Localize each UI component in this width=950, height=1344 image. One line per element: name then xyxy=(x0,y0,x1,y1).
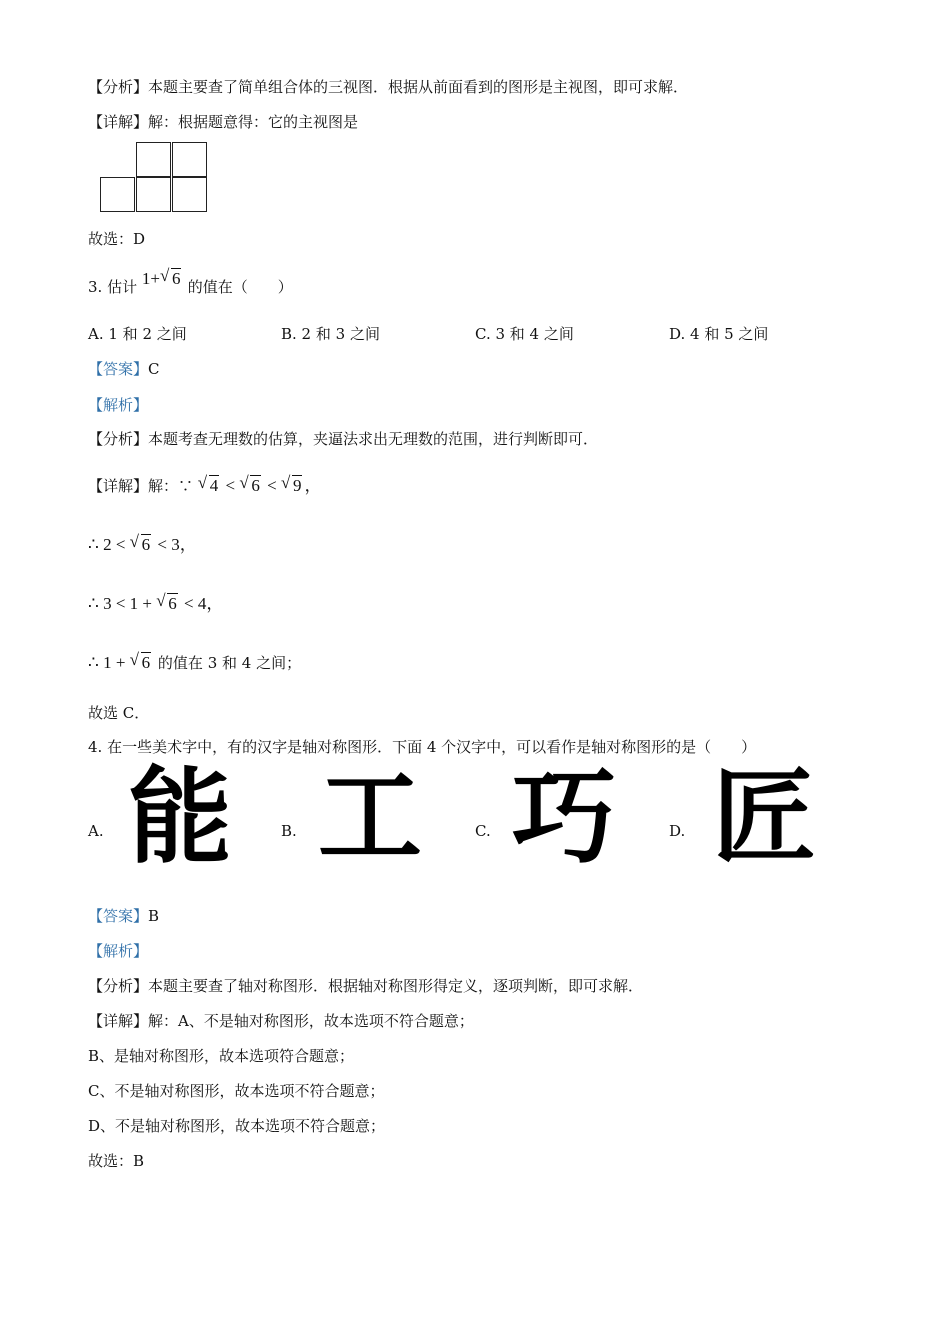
q3-step1: 【详解】解：∵ √ 4 < √ 6 < √ 9 ， xyxy=(88,473,322,495)
q4-detail-b: B、是轴对称图形，故本选项符合题意； xyxy=(88,1047,355,1065)
q4-option-b-char: 工 xyxy=(318,756,423,878)
q3-stem xyxy=(88,266,293,297)
q3-option-d: D. 4 和 5 之间 xyxy=(669,325,769,343)
sqrt-symbol: √ 6 xyxy=(239,473,260,495)
sqrt-symbol: √ 6 xyxy=(129,532,151,554)
prev-analysis: 【分析】本题主要查了简单组合体的三视图．根据从前面看到的图形是主视图，即可求解． xyxy=(88,78,689,96)
q4-choice: 故选：B xyxy=(88,1152,145,1170)
q4-detail-c: C、不是轴对称图形，故本选项不符合题意； xyxy=(88,1082,385,1100)
q4-option-a-char: 能 xyxy=(128,756,233,878)
q4-option-c-char: 巧 xyxy=(512,756,617,878)
q3-stem-suffix: 的值在（ ） xyxy=(187,278,293,296)
q3-option-c: C. 3 和 4 之间 xyxy=(475,325,574,343)
answer-label: 【答案】 xyxy=(88,907,149,925)
q3-analysis: 【分析】本题考查无理数的估算，夹逼法求出无理数的范围，进行判断即可． xyxy=(88,430,599,448)
q3-option-b: B. 2 和 3 之间 xyxy=(281,325,380,343)
q3-step4: ∴ 1 + √ 6 的值在 3 和 4 之间； xyxy=(88,650,302,672)
prev-choice: 故选：D xyxy=(88,230,146,248)
q4-explain-label: 【解析】 xyxy=(88,942,149,960)
prev-detail: 【详解】解：根据题意得：它的主视图是 xyxy=(88,113,359,131)
q4-answer xyxy=(88,906,159,926)
q3-step3: ∴ 3 < 1 + √ 6 < 4， xyxy=(88,591,224,613)
answer-value: C xyxy=(148,360,160,378)
sqrt-symbol: √ 4 xyxy=(197,473,219,495)
q3-answer xyxy=(88,359,160,379)
figure-cell xyxy=(136,142,171,177)
q3-stem-expression: 1+ √ 6 xyxy=(141,266,181,288)
answer-value: B xyxy=(148,907,160,925)
q4-analysis: 【分析】本题主要查了轴对称图形．根据轴对称图形得定义，逐项判断，即可求解． xyxy=(88,977,644,995)
q3-explain-label: 【解析】 xyxy=(88,396,149,414)
q4-option-d-label: D. xyxy=(669,822,686,840)
q3-step2: ∴ 2 < √ 6 < 3， xyxy=(88,532,197,554)
figure-cell xyxy=(172,177,207,212)
q4-option-c-label: C. xyxy=(475,822,491,840)
q4-option-d-char: 匠 xyxy=(712,756,817,878)
q4-detail-a: 【详解】解：A、不是轴对称图形，故本选项不符合题意； xyxy=(88,1012,474,1030)
q4-detail-d: D、不是轴对称图形，故本选项不符合题意； xyxy=(88,1117,386,1135)
q3-choice: 故选 C． xyxy=(88,704,150,722)
sqrt-symbol: √ 9 xyxy=(280,473,302,495)
q3-stem-prefix: 3. 估计 xyxy=(88,278,138,296)
q3-option-a: A. 1 和 2 之间 xyxy=(88,325,187,343)
q4-option-b-label: B. xyxy=(281,822,297,840)
figure-cell xyxy=(136,177,171,212)
sqrt-symbol: √ 6 xyxy=(159,266,181,288)
figure-cell xyxy=(172,142,207,177)
sqrt-symbol: √ 6 xyxy=(156,591,177,613)
q4-option-a-label: A. xyxy=(88,822,104,840)
answer-label: 【答案】 xyxy=(88,360,149,378)
q4-stem: 4. 在一些美术字中，有的汉字是轴对称图形．下面 4 个汉字中，可以看作是轴对称图形的是（ ） xyxy=(88,738,757,756)
sqrt-symbol: √ 6 xyxy=(129,650,151,672)
figure-cell xyxy=(100,177,135,212)
